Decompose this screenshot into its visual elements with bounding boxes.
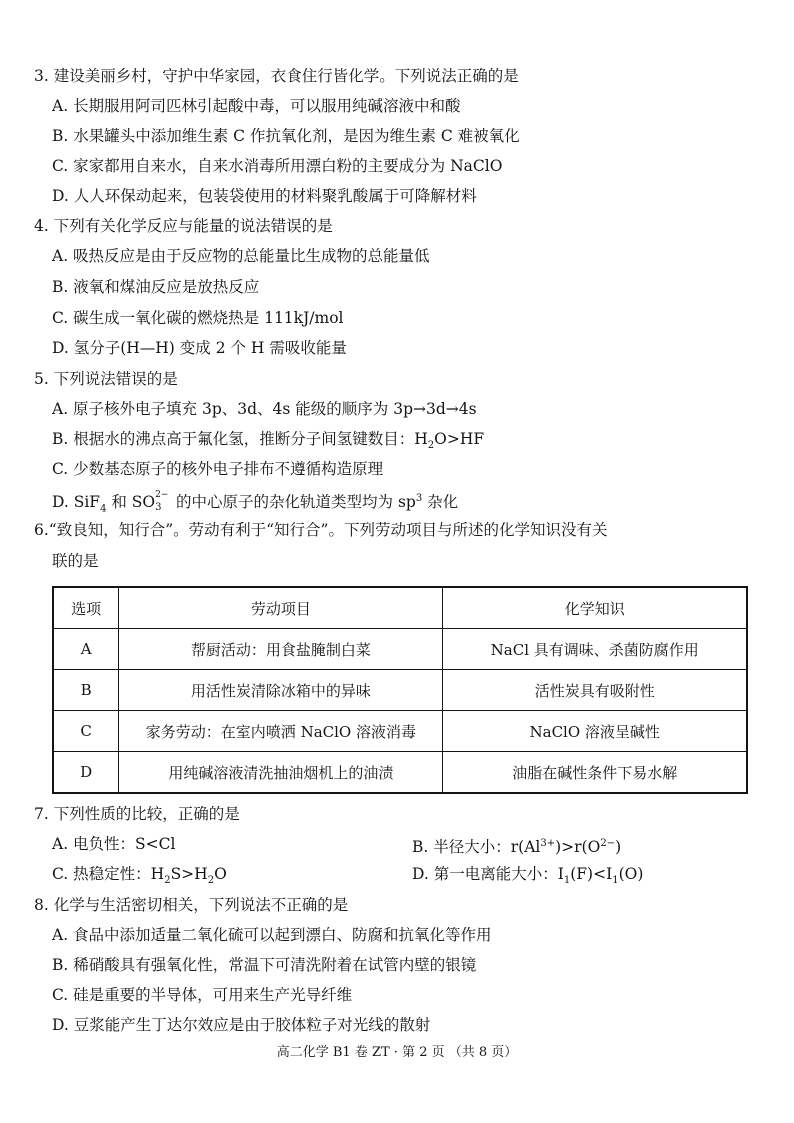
table-cell: 家务劳动：在室内喷洒 NaClO 溶液消毒 bbox=[119, 711, 443, 752]
q8-option-b: B. 稀硝酸具有强氧化性，常温下可清洗附着在试管内壁的银镜 bbox=[52, 956, 477, 974]
q4-option-b: B. 液氧和煤油反应是放热反应 bbox=[52, 278, 260, 296]
q3-option-d: D. 人人环保动起来，包装袋使用的材料聚乳酸属于可降解材料 bbox=[52, 187, 477, 205]
q5-option-a: A. 原子核外电子填充 3p、3d、4s 能级的顺序为 3p→3d→4s bbox=[52, 400, 477, 418]
table-row bbox=[53, 711, 747, 752]
table-cell: B bbox=[53, 670, 119, 711]
q8-option-d: D. 豆浆能产生丁达尔效应是由于胶体粒子对光线的散射 bbox=[52, 1016, 431, 1034]
table-header-cell: 选项 bbox=[53, 587, 119, 629]
q8-option-c: C. 硅是重要的半导体，可用来生产光导纤维 bbox=[52, 986, 353, 1004]
q5-stem: 5. 下列说法错误的是 bbox=[34, 370, 178, 388]
q7-option-d: D. 第一电离能大小：$I_1(F)<I_1(O)$ bbox=[412, 865, 644, 887]
table-cell: NaCl 具有调味、杀菌防腐作用 bbox=[443, 629, 747, 670]
q5-option-b: B. 根据水的沸点高于氟化氢，推断分子间氢键数目：$H_2O>HF$ bbox=[52, 430, 485, 452]
q3-option-c: C. 家家都用自来水，自来水消毒所用漂白粉的主要成分为 NaClO bbox=[52, 157, 503, 175]
table-header-cell: 化学知识 bbox=[443, 587, 747, 629]
table-cell: C bbox=[53, 711, 119, 752]
table-header-row bbox=[53, 587, 747, 629]
q7-option-b: B. 半径大小：$r(Al^{3+})>r(O^{2-})$ bbox=[412, 838, 622, 857]
q3-option-b: B. 水果罐头中添加维生素 C 作抗氧化剂，是因为维生素 C 难被氧化 bbox=[52, 127, 520, 145]
table-cell: A bbox=[53, 629, 119, 670]
q4-stem: 4. 下列有关化学反应与能量的说法错误的是 bbox=[34, 217, 333, 235]
table-cell: 活性炭具有吸附性 bbox=[443, 670, 747, 711]
q3-stem: 3. 建设美丽乡村，守护中华家园，衣食住行皆化学。下列说法正确的是 bbox=[34, 67, 519, 85]
table-cell: D bbox=[53, 752, 119, 794]
table-cell: 油脂在碱性条件下易水解 bbox=[443, 752, 747, 794]
q6-table bbox=[52, 586, 748, 794]
q6-stem-line2: 联的是 bbox=[52, 552, 99, 570]
table-row bbox=[53, 752, 747, 794]
q4-option-d: D. 氢分子(H—H) 变成 2 个 H 需吸收能量 bbox=[52, 339, 347, 357]
table-row bbox=[53, 670, 747, 711]
q4-option-a: A. 吸热反应是由于反应物的总能量比生成物的总能量低 bbox=[52, 247, 430, 265]
q5-option-d: D. SiF$_4$ 和 SO 2− 3 的中心原子的杂化轨道类型均为 $sp^3$ 杂化 bbox=[52, 490, 459, 515]
page-footer: 高二化学 B1 卷 ZT · 第 2 页 （共 8 页） bbox=[276, 1045, 518, 1060]
q7-option-a: A. 电负性：S<Cl bbox=[52, 835, 176, 853]
q8-option-a: A. 食品中添加适量二氧化硫可以起到漂白、防腐和抗氧化等作用 bbox=[52, 926, 492, 944]
table-cell: NaClO 溶液呈碱性 bbox=[443, 711, 747, 752]
table-cell: 用纯碱溶液清洗抽油烟机上的油渍 bbox=[119, 752, 443, 794]
table-cell: 用活性炭清除冰箱中的异味 bbox=[119, 670, 443, 711]
table-cell: 帮厨活动：用食盐腌制白菜 bbox=[119, 629, 443, 670]
q7-stem: 7. 下列性质的比较，正确的是 bbox=[34, 805, 240, 823]
table-row bbox=[53, 629, 747, 670]
q5-option-c: C. 少数基态原子的核外电子排布不遵循构造原理 bbox=[52, 460, 384, 478]
q6-stem-line1: 6.“致良知，知行合”。劳动有利于“知行合”。下列劳动项目与所述的化学知识没有关 bbox=[34, 521, 608, 539]
q8-stem: 8. 化学与生活密切相关，下列说法不正确的是 bbox=[34, 896, 349, 914]
q7-option-c: C. 热稳定性：$H_2S>H_2O$ bbox=[52, 865, 227, 887]
q4-option-c: C. 碳生成一氧化碳的燃烧热是 111kJ/mol bbox=[52, 309, 344, 327]
table-header-cell: 劳动项目 bbox=[119, 587, 443, 629]
q3-option-a: A. 长期服用阿司匹林引起酸中毒，可以服用纯碱溶液中和酸 bbox=[52, 97, 461, 115]
